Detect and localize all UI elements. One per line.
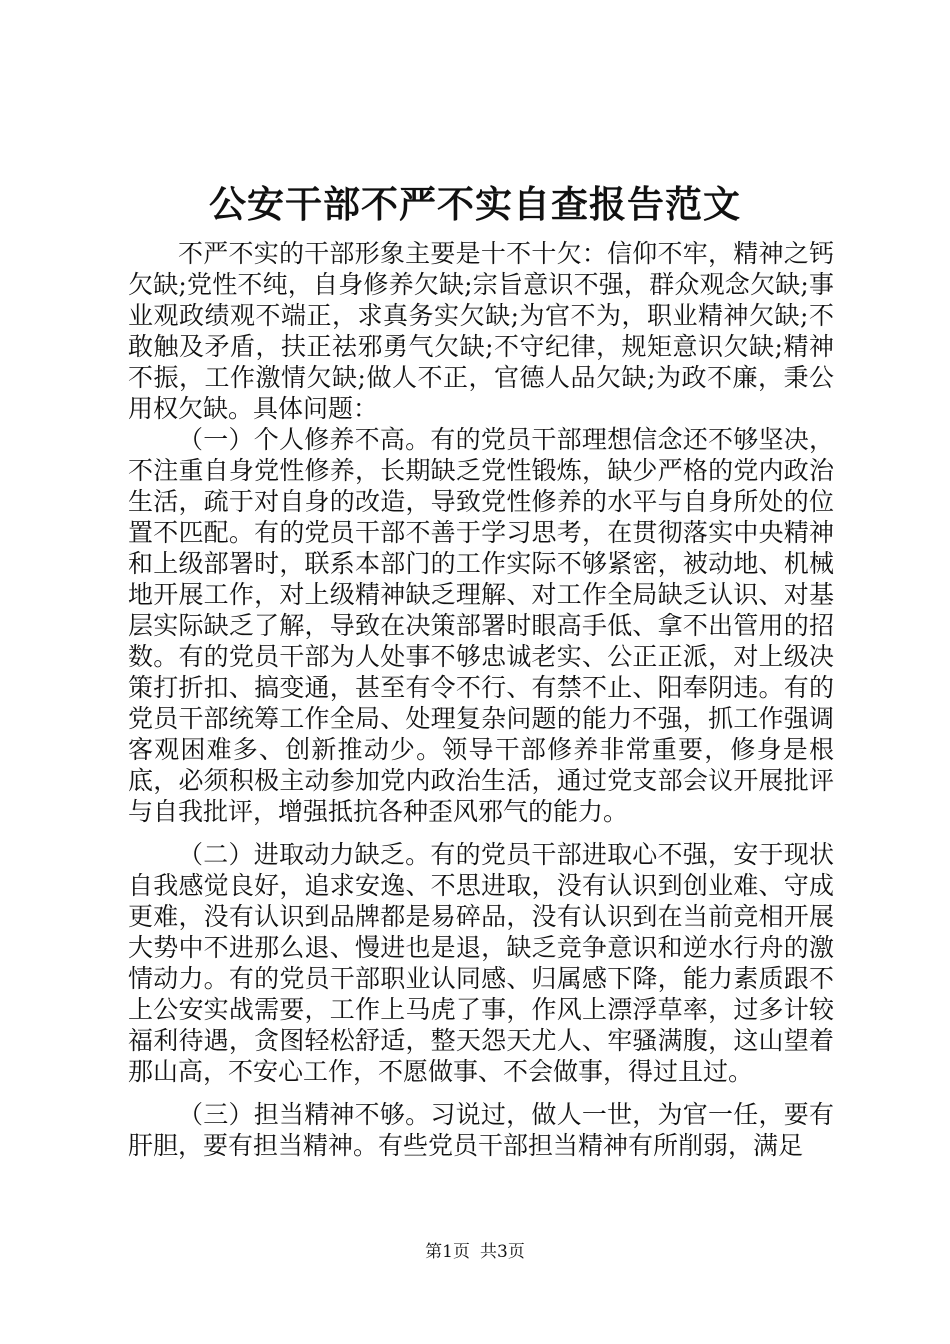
section-3-paragraph: （三）担当精神不够。习说过，做人一世，为官一任，要有肝胆，要有担当精神。有些党员干部担当精神有所削弱，满足 <box>128 1100 834 1160</box>
intro-paragraph: 不严不实的干部形象主要是十不十欠：信仰不牢，精神之钙欠缺;党性不纯，自身修养欠缺;宗旨意识不强，群众观念欠缺;事业观政绩观不端正，求真务实欠缺;为官不为，职业精神欠缺;不敢触及矛盾，扶正祛邪勇气欠缺;不守纪律，规矩意识欠缺;精神不振，工作激情欠缺;做人不正，官德人品欠缺;为政不廉，秉公用权欠缺。具体问题： <box>128 239 834 423</box>
page-total: 共3页 <box>480 1242 525 1262</box>
document-title: 公安干部不严不实自查报告范文 <box>209 182 741 226</box>
document-body <box>128 238 834 1161</box>
section-1-paragraph: （一）个人修养不高。有的党员干部理想信念还不够坚决，不注重自身党性修养，长期缺乏党性锻炼，缺少严格的党内政治生活，疏于对自身的改造，导致党性修养的水平与自身所处的位置不匹配。有的党员干部不善于学习思考，在贯彻落实中央精神和上级部署时，联系本部门的工作实际不够紧密，被动地、机械地开展工作，对上级精神缺乏理解、对工作全局缺乏认识、对基层实际缺乏了解，导致在决策部署时眼高手低、拿不出管用的招数。有的党员干部为人处事不够忠诚老实、公正正派，对上级决策打折扣、搞变通，甚至有令不行、有禁不止、阳奉阴违。有的党员干部统筹工作全局、处理复杂问题的能力不强，抓工作强调客观困难多、创新推动少。领导干部修养非常重要，修身是根底，必须积极主动参加党内政治生活，通过党支部会议开展批评与自我批评，增强抵抗各种歪风邪气的能力。 <box>128 425 834 826</box>
page-footer <box>0 1241 950 1263</box>
page-number: 第1页 <box>425 1242 470 1262</box>
section-2-paragraph: （二）进取动力缺乏。有的党员干部进取心不强，安于现状自我感觉良好，追求安逸、不思进取，没有认识到创业难、守成更难，没有认识到品牌都是易碎品，没有认识到在当前竞相开展大势中不进那么退、慢进也是退，缺乏竞争意识和逆水行舟的激情动力。有的党员干部职业认同感、归属感下降，能力素质跟不上公安实战需要，工作上马虎了事，作风上漂浮草率，过多计较福利待遇，贪图轻松舒适，整天怨天尤人、牢骚满腹，这山望着那山高，不安心工作，不愿做事、不会做事，得过且过。 <box>128 840 834 1086</box>
